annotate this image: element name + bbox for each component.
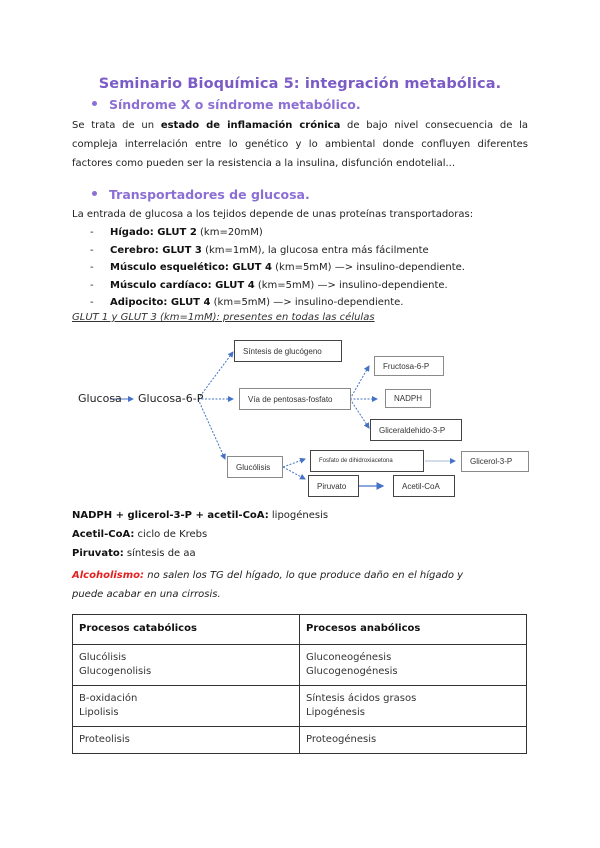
note-text: síntesis de aa (123, 548, 196, 559)
node-fosfato-dihidroxiacetona: Fosfato de dihidroxiacetona (310, 450, 424, 472)
item-text: (km=5mM) —> insulino-dependiente. (271, 262, 465, 273)
item-bold: Adipocito: GLUT 4 (110, 297, 211, 308)
cell-line: Gluconeogénesis (306, 652, 392, 663)
item-bold: Músculo esquelético: GLUT 4 (110, 262, 272, 273)
glut-note: GLUT 1 y GLUT 3 (km=1mM): presentes en todas las células (72, 312, 375, 323)
table-header-row (73, 615, 527, 645)
note-line (72, 544, 528, 563)
cell-line: Proteogénesis (306, 734, 377, 745)
item-text: (km=5mM) —> insulino-dependiente. (254, 279, 448, 291)
para-text: Se trata de un (72, 120, 161, 131)
node-acetil-coa: Acetil-CoA (393, 475, 455, 497)
note-text: lipogénesis (268, 510, 329, 521)
para-bold: estado de inflamación crónica (160, 120, 341, 131)
table-cell (73, 645, 300, 686)
node-via-pentosas: Vía de pentosas-fosfato (239, 388, 351, 410)
page-title: Seminario Bioquímica 5: integración metabólica. (98, 76, 502, 92)
note-bold: Acetil-CoA: (72, 529, 135, 540)
note-bold: Piruvato: (72, 548, 124, 559)
node-glicerol-3-p: Glicerol-3-P (461, 451, 529, 472)
cell-line: B-oxidación (79, 693, 138, 704)
cell-line: Glucogenogénesis (306, 666, 398, 677)
dash: - (90, 244, 94, 256)
dash: - (90, 297, 94, 308)
node-sintesis-glucogeno: Síntesis de glucógeno (234, 340, 342, 362)
procesos-table (72, 614, 527, 754)
table-row (73, 645, 527, 686)
note-text: ciclo de Krebs (134, 529, 208, 540)
cell-line: Proteolisis (79, 734, 130, 745)
alcoholismo-label: Alcoholismo: (72, 570, 145, 581)
node-glucosa-6-p: Glucosa-6-P (138, 392, 204, 405)
dash: - (90, 279, 94, 291)
item-bold: Cerebro: GLUT 3 (110, 244, 202, 256)
note-line (72, 525, 528, 544)
node-fructosa-6-p: Fructosa-6-P (374, 356, 444, 376)
cell-line: Lipogénesis (306, 707, 366, 718)
alcoholismo-note (72, 566, 492, 604)
table-cell (73, 686, 300, 727)
heading-text: Transportadores de glucosa. (109, 187, 310, 202)
node-nadph: NADPH (385, 389, 431, 408)
table-row (73, 727, 527, 754)
para-text: de bajo nivel consecuencia de la compleja interrelación entre lo genético y lo ambiental donde confluyen diferentes factores como pueden ser la resistencia a la insulina, disfunción endotelial... (72, 120, 528, 169)
item-text: (km=20mM) (196, 227, 263, 238)
node-piruvato: Piruvato (308, 475, 359, 497)
node-gliceraldehido-3-p: Gliceraldehido-3-P (370, 419, 462, 441)
node-glucosa: Glucosa (78, 392, 122, 405)
cell-line: Síntesis ácidos grasos (306, 693, 417, 704)
note-line (72, 506, 528, 525)
cell-line: Glucólisis (79, 652, 127, 663)
header-catabolicos: Procesos catabólicos (73, 615, 300, 645)
dash: - (90, 227, 94, 238)
table-cell (300, 645, 527, 686)
header-anabolicos: Procesos anabólicos (300, 615, 527, 645)
transportadores-intro: La entrada de glucosa a los tejidos depende de unas proteínas transportadoras: (72, 209, 474, 220)
node-glucolisis: Glucólisis (227, 456, 283, 478)
table-cell (300, 686, 527, 727)
dash: - (90, 262, 94, 273)
alcoholismo-text: no salen los TG del hígado, lo que produce daño en el hígado y puede acabar en una cirrosis. (72, 570, 464, 600)
note-bold: NADPH + glicerol-3-P + acetil-CoA: (72, 510, 269, 521)
item-bold: Hígado: GLUT 2 (110, 227, 197, 238)
table-cell (300, 727, 527, 754)
metabolite-notes (72, 506, 528, 563)
item-bold: Músculo cardíaco: GLUT 4 (110, 279, 255, 291)
table-cell (73, 727, 300, 754)
item-text: (km=5mM) —> insulino-dependiente. (210, 297, 404, 308)
heading-text: Síndrome X o síndrome metabólico. (109, 97, 361, 112)
cell-line: Lipolisis (79, 707, 119, 718)
cell-line: Glucogenolisis (79, 666, 152, 677)
table-row (73, 686, 527, 727)
item-text: (km=1mM), la glucosa entra más fácilmente (201, 244, 429, 256)
